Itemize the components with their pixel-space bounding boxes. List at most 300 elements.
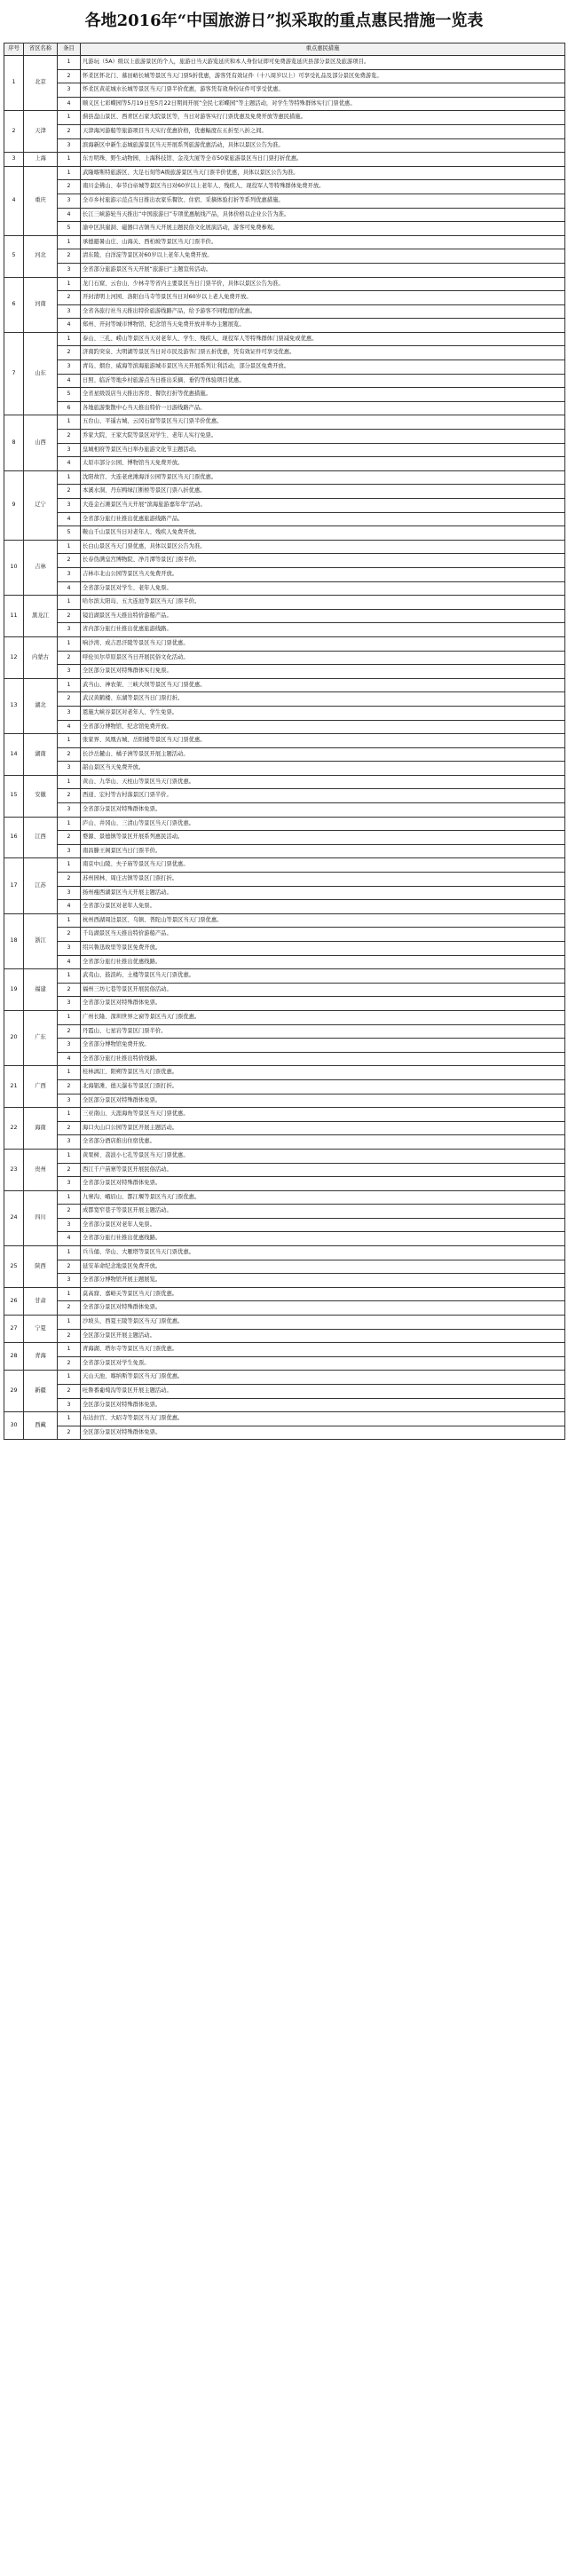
item-number-cell: 1 [58,1246,81,1260]
measure-cell: 扬州瘦西湖景区当天开展主题活动。 [81,886,565,900]
row-number-cell: 16 [4,817,24,858]
item-number-cell: 6 [58,401,81,415]
province-cell: 河北 [24,235,58,277]
item-number-cell: 1 [58,540,81,554]
header-measure: 重点惠民措施 [81,43,565,56]
item-number-cell: 4 [58,900,81,914]
row-number-cell: 11 [4,596,24,637]
measure-cell: 沈阳故宫、大连老虎滩海洋公园等景区当天门票优惠。 [81,470,565,485]
province-cell: 宁夏 [24,1316,58,1343]
row-number-cell: 22 [4,1108,24,1150]
measure-cell: 布达拉宫、大昭寺等景区当天门票优惠。 [81,1412,565,1426]
item-number-cell: 2 [58,124,81,138]
table-row [4,1316,565,1330]
item-number-cell: 1 [58,678,81,692]
measure-cell: 青海湖、塔尔寺等景区当天门票优惠。 [81,1343,565,1357]
province-cell: 辽宁 [24,470,58,540]
table-row [4,762,565,776]
item-number-cell: 3 [58,997,81,1011]
measure-cell: 镜泊湖景区当天推出特价游船产品。 [81,609,565,623]
measure-cell: 全省部分景区对特殊群体免票。 [81,997,565,1011]
item-number-cell: 3 [58,263,81,277]
item-number-cell: 3 [58,304,81,319]
measure-cell: 全区部分景区对特殊群体免票。 [81,1426,565,1440]
row-number-cell: 12 [4,636,24,678]
item-number-cell: 2 [58,1260,81,1274]
item-number-cell: 2 [58,928,81,942]
table-row [4,83,565,98]
table-row [4,1205,565,1219]
measure-cell: 全区部分景区对特殊群体免票。 [81,1094,565,1108]
measure-cell: 龙门石窟、云台山、少林寺等省内主要景区当日门票半价，具体以景区公告为准。 [81,277,565,291]
measure-cell: 承德避暑山庄、山海关、西柏坡等景区当天门票半价。 [81,235,565,249]
table-row [4,194,565,208]
province-cell: 湖北 [24,678,58,733]
row-number-cell: 20 [4,1010,24,1065]
item-number-cell: 3 [58,1177,81,1191]
table-row [4,983,565,997]
header-no: 序号 [4,43,24,56]
province-cell: 北京 [24,56,58,111]
measure-cell: 全省部分景区对特殊群体免票。 [81,803,565,818]
table-row [4,1108,565,1122]
province-cell: 广西 [24,1066,58,1108]
item-number-cell: 4 [58,512,81,526]
table-row [4,180,565,194]
measure-cell: 凡游玩（5A）级以上旅游景区的个人，旅游日当天游览延庆和本人身份证即可免费游览延庆县部分景区及旅游项目。 [81,56,565,70]
table-row [4,111,565,125]
table-row [4,581,565,596]
item-number-cell: 3 [58,1039,81,1053]
measure-cell: 全市乡村旅游示范点当日推出农家乐餐饮、住宿、采摘体验打折等系列优惠措施。 [81,194,565,208]
item-number-cell: 2 [58,180,81,194]
measure-cell: 全省部分景区对老年人免票。 [81,1218,565,1232]
province-cell: 新疆 [24,1371,58,1412]
item-number-cell: 2 [58,789,81,803]
province-cell: 上海 [24,153,58,167]
item-number-cell: 2 [58,1024,81,1039]
table-row [4,443,565,457]
item-number-cell: 1 [58,235,81,249]
measure-cell: 长白山景区当天门票优惠，具体以景区公告为准。 [81,540,565,554]
measure-cell: 全省部分旅游景区当天开展“旅游日”主题宣传活动。 [81,263,565,277]
table-row [4,1329,565,1343]
table-row [4,609,565,623]
table-row [4,900,565,914]
item-number-cell: 1 [58,1010,81,1024]
row-number-cell: 17 [4,858,24,913]
measure-cell: 全省部分景区对特殊群体免票。 [81,1301,565,1316]
table-header-row [4,43,565,56]
measure-cell: 乔家大院、王家大院等景区对学生、老年人实行免票。 [81,430,565,444]
table-row [4,1218,565,1232]
measure-cell: 长江三峡游轮当天推出“中国旅游日”专项优惠航线产品，具体价格以企业公告为准。 [81,208,565,222]
province-cell: 山东 [24,332,58,415]
measure-cell: 吐鲁番葡萄沟等景区开展主题活动。 [81,1385,565,1399]
item-number-cell: 4 [58,374,81,388]
table-row [4,1149,565,1163]
table-row [4,401,565,415]
item-number-cell: 2 [58,485,81,499]
province-cell: 湖南 [24,734,58,776]
item-number-cell: 2 [58,1163,81,1177]
item-number-cell: 1 [58,596,81,610]
item-number-cell: 3 [58,803,81,818]
item-number-cell: 3 [58,844,81,858]
measure-cell: 西递、宏村等古村落景区门票半价。 [81,789,565,803]
item-number-cell: 1 [58,734,81,748]
item-number-cell: 2 [58,1301,81,1316]
table-row [4,470,565,485]
measure-cell: 郑州、开封等城市博物馆、纪念馆当天免费开放并举办主题展览。 [81,319,565,333]
measure-cell: 太原市部分公园、博物馆当天免费开放。 [81,457,565,471]
measure-cell: 呼伦贝尔草原景区当日开展民俗文化活动。 [81,651,565,665]
item-number-cell: 3 [58,623,81,637]
item-number-cell: 2 [58,346,81,360]
item-number-cell: 1 [58,166,81,180]
table-row [4,1190,565,1205]
table-row [4,235,565,249]
header-province: 省区名称 [24,43,58,56]
measure-cell: 全区部分景区对特殊群体免票。 [81,1398,565,1412]
row-number-cell: 10 [4,540,24,595]
measure-cell: 兵马俑、华山、大雁塔等景区当天门票优惠。 [81,1246,565,1260]
row-number-cell: 15 [4,775,24,817]
table-row [4,1412,565,1426]
table-row [4,138,565,153]
row-number-cell: 19 [4,969,24,1011]
table-row [4,747,565,762]
table-row [4,208,565,222]
table-row [4,596,565,610]
item-number-cell: 5 [58,222,81,236]
item-number-cell: 3 [58,138,81,153]
table-row [4,457,565,471]
table-row [4,499,565,513]
measure-cell: 西江千户苗寨等景区开展民俗活动。 [81,1163,565,1177]
table-row [4,831,565,845]
measure-cell: 吉林市北山公园等景区当天免费开放。 [81,567,565,581]
measure-cell: 庐山、井冈山、三清山等景区当天门票优惠。 [81,817,565,831]
measure-cell: 长春伪满皇宫博物院、净月潭等景区门票半价。 [81,554,565,568]
measure-cell: 千岛湖景区当天推出特价游船产品。 [81,928,565,942]
table-row [4,817,565,831]
measure-cell: 滨海新区中新生态城旅游景区当天开展系列旅游优惠活动，具体以景区公告为准。 [81,138,565,153]
table-row [4,1177,565,1191]
table-row [4,844,565,858]
measure-cell: 恩施大峡谷景区对老年人、学生免票。 [81,706,565,720]
table-row [4,665,565,679]
item-number-cell: 2 [58,831,81,845]
province-cell: 陕西 [24,1246,58,1288]
table-row [4,1079,565,1094]
table-row [4,858,565,873]
item-number-cell: 3 [58,1094,81,1108]
item-number-cell: 4 [58,955,81,969]
row-number-cell: 1 [4,56,24,111]
table-row [4,430,565,444]
item-number-cell: 2 [58,1356,81,1371]
item-number-cell: 1 [58,1066,81,1080]
measure-cell: 全省部分景区对特殊群体免票。 [81,1177,565,1191]
row-number-cell: 13 [4,678,24,733]
item-number-cell: 1 [58,775,81,789]
table-row [4,692,565,707]
table-row [4,1287,565,1301]
measure-cell: 全区部分景区开展主题活动。 [81,1329,565,1343]
item-number-cell: 1 [58,56,81,70]
item-number-cell: 3 [58,499,81,513]
row-number-cell: 3 [4,153,24,167]
measure-cell: 哈尔滨太阳岛、五大连池等景区当天门票半价。 [81,596,565,610]
row-number-cell: 2 [4,111,24,153]
item-number-cell: 2 [58,1426,81,1440]
measure-cell: 全省部分博物馆开展主题展览。 [81,1274,565,1288]
province-cell: 安徽 [24,775,58,817]
item-number-cell: 1 [58,1149,81,1163]
item-number-cell: 3 [58,1274,81,1288]
item-number-cell: 2 [58,554,81,568]
item-number-cell: 3 [58,762,81,776]
item-number-cell: 2 [58,692,81,707]
row-number-cell: 23 [4,1149,24,1190]
table-row [4,1343,565,1357]
table-row [4,789,565,803]
measure-cell: 婺源、景德镇等景区开展系列惠民活动。 [81,831,565,845]
item-number-cell: 3 [58,194,81,208]
table-row [4,1094,565,1108]
item-number-cell: 5 [58,526,81,541]
measure-cell: 全省部分景区对老年人免票。 [81,900,565,914]
table-row [4,1371,565,1385]
item-number-cell: 2 [58,1205,81,1219]
table-row [4,319,565,333]
measure-cell: 本溪水洞、丹东鸭绿江断桥等景区门票八折优惠。 [81,485,565,499]
item-number-cell: 4 [58,1052,81,1066]
page-title: 各地2016年“中国旅游日”拟采取的重点惠民措施一览表 [84,12,484,30]
header-item: 条目 [58,43,81,56]
item-number-cell: 1 [58,858,81,873]
item-number-cell: 3 [58,886,81,900]
table-row [4,1301,565,1316]
measure-cell: 怀柔区怀北门、慕田峪长城等景区当天门票5折优惠，游客凭有效证件（十八周岁以上）可享受礼品及部分景区免费游览。 [81,69,565,83]
table-row [4,942,565,956]
item-number-cell: 1 [58,1343,81,1357]
item-number-cell: 1 [58,1190,81,1205]
table-row [4,222,565,236]
table-row [4,1356,565,1371]
table-row [4,1010,565,1024]
item-number-cell: 2 [58,609,81,623]
measure-cell: 开封清明上河园、洛阳白马寺等景区当日对60岁以上老人免费开放。 [81,291,565,305]
table-row [4,485,565,499]
measure-cell: 怀柔区黄花城水长城等景区当天门票半价优惠，游客凭有效身份证件可享受优惠。 [81,83,565,98]
measure-cell: 南川金佛山、奉节白帝城等景区当日对60岁以上老年人、残疾人、现役军人等特殊群体免费开放。 [81,180,565,194]
table-row [4,636,565,651]
measure-cell: 全省星级饭店当天推出客房、餐饮打折等优惠措施。 [81,388,565,402]
item-number-cell: 3 [58,1135,81,1150]
measure-cell: 大连金石滩景区当天开展“滨海旅游嘉年华”活动。 [81,499,565,513]
item-number-cell: 1 [58,1371,81,1385]
table-row [4,346,565,360]
item-number-cell: 3 [58,942,81,956]
row-number-cell: 21 [4,1066,24,1108]
measure-cell: 各地旅游集散中心当天推出特价一日游线路产品。 [81,401,565,415]
row-number-cell: 14 [4,734,24,776]
table-row [4,1274,565,1288]
row-number-cell: 7 [4,332,24,415]
measure-cell: 全省部分旅行社推出优惠线路。 [81,955,565,969]
measure-cell: 全省部分景区对学生、老年人免票。 [81,581,565,596]
measure-cell: 青岛、烟台、威海等滨海旅游城市景区当天开展系列让利活动，部分景区免费开放。 [81,360,565,375]
table-row [4,1052,565,1066]
measure-cell: 杭州西湖周边景区、乌镇、普陀山等景区当天门票优惠。 [81,913,565,928]
table-row [4,1426,565,1440]
item-number-cell: 3 [58,1218,81,1232]
item-number-cell: 2 [58,1079,81,1094]
table-row [4,1066,565,1080]
measure-cell: 天山天池、喀纳斯等景区当天门票优惠。 [81,1371,565,1385]
item-number-cell: 2 [58,747,81,762]
item-number-cell: 4 [58,720,81,734]
table-row [4,56,565,70]
table-row [4,1398,565,1412]
item-number-cell: 4 [58,581,81,596]
table-row [4,277,565,291]
measure-cell: 韶山景区当天免费开放。 [81,762,565,776]
table-row [4,1024,565,1039]
province-cell: 天津 [24,111,58,153]
table-row [4,997,565,1011]
measure-cell: 全省部分博物馆、纪念馆免费开放。 [81,720,565,734]
table-row [4,623,565,637]
measure-cell: 全省部分旅行社推出特价线路。 [81,1052,565,1066]
measure-cell: 省内部分旅行社推出优惠旅游线路。 [81,623,565,637]
item-number-cell: 3 [58,443,81,457]
item-number-cell: 4 [58,97,81,111]
table-row [4,886,565,900]
item-number-cell: 1 [58,277,81,291]
measure-cell: 九寨沟、峨眉山、都江堰等景区当天门票优惠。 [81,1190,565,1205]
row-number-cell: 25 [4,1246,24,1288]
table-row [4,955,565,969]
row-number-cell: 26 [4,1287,24,1315]
item-number-cell: 2 [58,1385,81,1399]
item-number-cell: 1 [58,153,81,167]
table-row [4,1246,565,1260]
row-number-cell: 29 [4,1371,24,1412]
item-number-cell: 2 [58,69,81,83]
measure-cell: 广州长隆、深圳世界之窗等景区当天门票优惠。 [81,1010,565,1024]
table-row [4,388,565,402]
item-number-cell: 4 [58,319,81,333]
table-row [4,678,565,692]
item-number-cell: 2 [58,1121,81,1135]
province-cell: 江西 [24,817,58,858]
item-number-cell: 2 [58,983,81,997]
measure-cell: 全区部分景区对特殊群体实行免票。 [81,665,565,679]
province-cell: 山西 [24,415,58,470]
table-row [4,734,565,748]
measure-cell: 清东陵、白洋淀等景区对60岁以上老年人免费开放。 [81,249,565,264]
item-number-cell: 1 [58,111,81,125]
measure-cell: 武夷山、鼓浪屿、土楼等景区当天门票优惠。 [81,969,565,984]
measure-cell: 海口火山口公园等景区开展主题活动。 [81,1121,565,1135]
measure-cell: 皇城相府等景区当日举办旅游文化节主题活动。 [81,443,565,457]
measure-cell: 成都宽窄巷子等景区开展主题活动。 [81,1205,565,1219]
measure-cell: 延安革命纪念地景区免费开放。 [81,1260,565,1274]
measure-cell: 黄果树、荔波小七孔等景区当天门票优惠。 [81,1149,565,1163]
item-number-cell: 1 [58,332,81,346]
table-row [4,360,565,375]
measure-cell: 南昌滕王阁景区当日门票半价。 [81,844,565,858]
province-cell: 四川 [24,1190,58,1245]
table-row [4,415,565,430]
row-number-cell: 24 [4,1190,24,1245]
table-row [4,775,565,789]
table-row [4,374,565,388]
measure-cell: 全省部分酒店推出住宿优惠。 [81,1135,565,1150]
measure-cell: 蓟县盘山景区、西青区石家大院景区等，当日对游客实行门票优惠及免费开放等惠民措施。 [81,111,565,125]
measure-cell: 武汉黄鹤楼、东湖等景区当日门票打折。 [81,692,565,707]
measure-cell: 北海银滩、德天瀑布等景区门票打折。 [81,1079,565,1094]
province-cell: 贵州 [24,1149,58,1190]
item-number-cell: 2 [58,873,81,887]
province-cell: 江苏 [24,858,58,913]
measure-cell: 武隆喀斯特旅游区、大足石刻等A级旅游景区当天门票半价优惠，具体以景区公告为准。 [81,166,565,180]
province-cell: 内蒙古 [24,636,58,678]
table-row [4,720,565,734]
province-cell: 黑龙江 [24,596,58,637]
item-number-cell: 4 [58,208,81,222]
table-row [4,928,565,942]
item-number-cell: 5 [58,388,81,402]
table-row [4,263,565,277]
table-row [4,97,565,111]
measure-cell: 东方明珠、野生动物园、上海科技馆、金茂大厦等全市50家旅游景区当日门票打折优惠。 [81,153,565,167]
province-cell: 吉林 [24,540,58,595]
measure-cell: 日照、临沂等地乡村旅游点当日推出采摘、垂钓等体验项目优惠。 [81,374,565,388]
measure-cell: 鞍山千山景区当日对老年人、残疾人免费开放。 [81,526,565,541]
measures-table [4,43,565,1440]
measure-cell: 渝中区洪崖洞、磁器口古镇当天开展主题民俗文化展演活动，游客可免费参观。 [81,222,565,236]
item-number-cell: 1 [58,636,81,651]
province-cell: 河南 [24,277,58,332]
measure-cell: 张家界、凤凰古城、岳阳楼等景区当天门票优惠。 [81,734,565,748]
province-cell: 海南 [24,1108,58,1150]
table-body [4,56,565,1440]
measure-cell: 泰山、三孔、崂山等景区当天对老年人、学生、残疾人、现役军人等特殊群体门票减免或优惠。 [81,332,565,346]
measure-cell: 全省部分博物馆免费开放。 [81,1039,565,1053]
measure-cell: 苏州园林、周庄古镇等景区门票打折。 [81,873,565,887]
row-number-cell: 6 [4,277,24,332]
measure-cell: 天津海河游船等旅游项目当天实行优惠价格，优惠幅度在五折至八折之间。 [81,124,565,138]
table-row [4,332,565,346]
table-row [4,651,565,665]
measure-cell: 黄山、九华山、天柱山等景区当天门票优惠。 [81,775,565,789]
table-row [4,1121,565,1135]
measure-cell: 三亚南山、天涯海角等景区当天门票优惠。 [81,1108,565,1122]
row-number-cell: 30 [4,1412,24,1440]
item-number-cell: 1 [58,1316,81,1330]
table-row [4,69,565,83]
table-row [4,1232,565,1246]
table-row [4,540,565,554]
province-cell: 甘肃 [24,1287,58,1315]
measure-cell: 沙坡头、西夏王陵等景区当天门票优惠。 [81,1316,565,1330]
table-row [4,1163,565,1177]
item-number-cell: 1 [58,1287,81,1301]
